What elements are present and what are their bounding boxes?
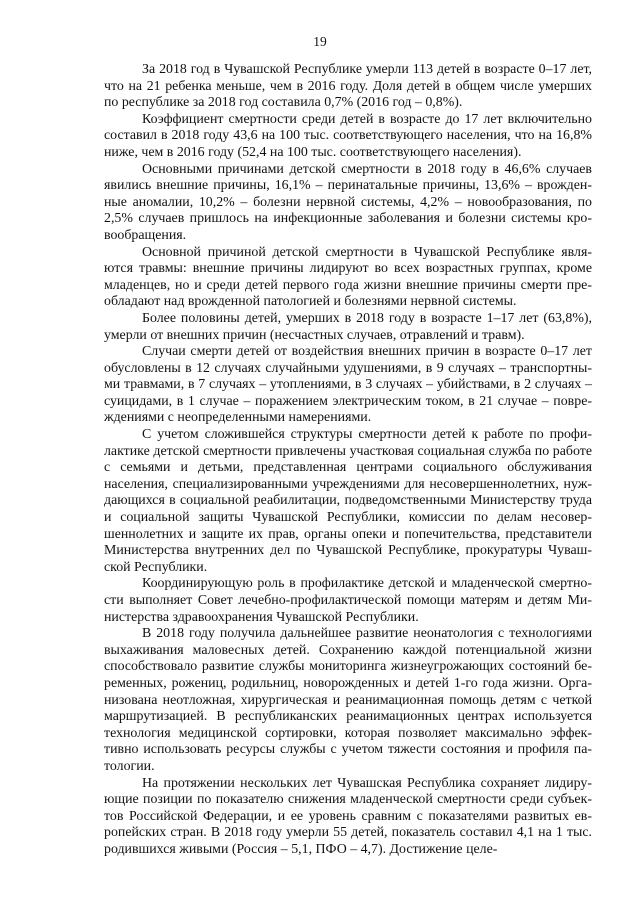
paragraph-infant-mortality: На протяжении нескольких лет Чувашская Республика сохраняет лидирующие позиции по показателю снижения младенческой смертности среди субъектов Российской Федерации, и ее уровень сравним с показателями развитых европейских стран. В 2018 году умерли 55 детей, показатель составил 4,1 на 1 тыс. родившихся живыми (Россия – 5,1, ПФО – 4,7). Достижение целе- [104, 775, 592, 857]
paragraph-child-deaths-2018: За 2018 год в Чувашской Республике умерли 113 детей в возрасте 0–17 лет, что на 21 ребенка меньше, чем в 2016 году. Доля детей в общем числе умерших по республике за 2018 год составила 0,7% (2016 год – 0,8%). [104, 62, 592, 111]
paragraph-neonatology: В 2018 году получила дальнейшее развитие неонатология с технологиями выхаживания маловесных детей. Сохранению каждой потенциальной жизни способствовало развитие службы мониторинга жизнеугрожающих состояний беременных, рожениц, родильниц, новорожденных и детей 1-го года жизни. Организована неотложная, хирургическая и реанимационная помощь детям с четкой маршрутизацией. В республиканских реанимационных центрах используется технология медицинской сортировки, которая позволяет максимально эффективно использовать ресурсы службы с учетом тяжести состояния и профиля патологии. [104, 626, 592, 774]
paragraph-coordinating-council: Координирующую роль в профилактике детской и младенческой смертности выполняет Совет лечебно-профилактической помощи матерям и детям Министерства здравоохранения Чувашской Республики. [104, 576, 592, 625]
paragraph-external-causes-share: Более половины детей, умерших в 2018 году в возрасте 1–17 лет (63,8%), умерли от внешних причин (несчастных случаев, отравлений и травм). [104, 310, 592, 343]
paragraph-mortality-coefficient: Коэффициент смертности среди детей в возрасте до 17 лет включительно составил в 2018 году 43,6 на 100 тыс. соответствующего населения, что на 16,8% ниже, чем в 2016 году (52,4 на 100 тыс. соответствующего населения). [104, 111, 592, 160]
paragraph-injuries-leading-cause: Основной причиной детской смертности в Чувашской Республике являются травмы: внешние причины лидируют во всех возрастных группах, кроме младенцев, но и среди детей первого года жизни внешние причины смерти преобладают над врожденной патологией и болезнями нервной системы. [104, 244, 592, 310]
paragraph-main-causes: Основными причинами детской смертности в 2018 году в 46,6% случаев явились внешние причины, 16,1% – перинатальные причины, 13,6% – врожденные аномалии, 10,2% – болезни нервной системы, 4,2% – новообразования, по 2,5% случаев пришлось на инфекционные заболевания и болезни системы кровообращения. [104, 161, 592, 243]
paragraph-external-causes-breakdown: Случаи смерти детей от воздействия внешних причин в возрасте 0–17 лет обусловлены в 12 случаях случайными удушениями, в 9 случаях – транспортными травмами, в 7 случаях – утоплениями, в 3 случаях – убийствами, в 2 случаях – суицидами, в 1 случае – поражением электрическим током, в 21 случае – повреждениями с неопределенными намерениями. [104, 344, 592, 426]
paragraph-prevention-services: С учетом сложившейся структуры смертности детей к работе по профилактике детской смертности привлечены участковая социальная служба по работе с семьями и детьми, представленная центрами социального обслуживания населения, специализированными учреждениями для несовершеннолетних, нуждающихся в социальной реабилитации, подведомственными Министерству труда и социальной защиты Чувашской Республики, комиссии по делам несовершеннолетних и защите их прав, органы опеки и попечительства, представители Министерства внутренних дел по Чувашской Республике, прокуратуры Чувашской Республики. [104, 427, 592, 575]
document-body [104, 62, 592, 859]
page-number: 19 [313, 34, 327, 49]
